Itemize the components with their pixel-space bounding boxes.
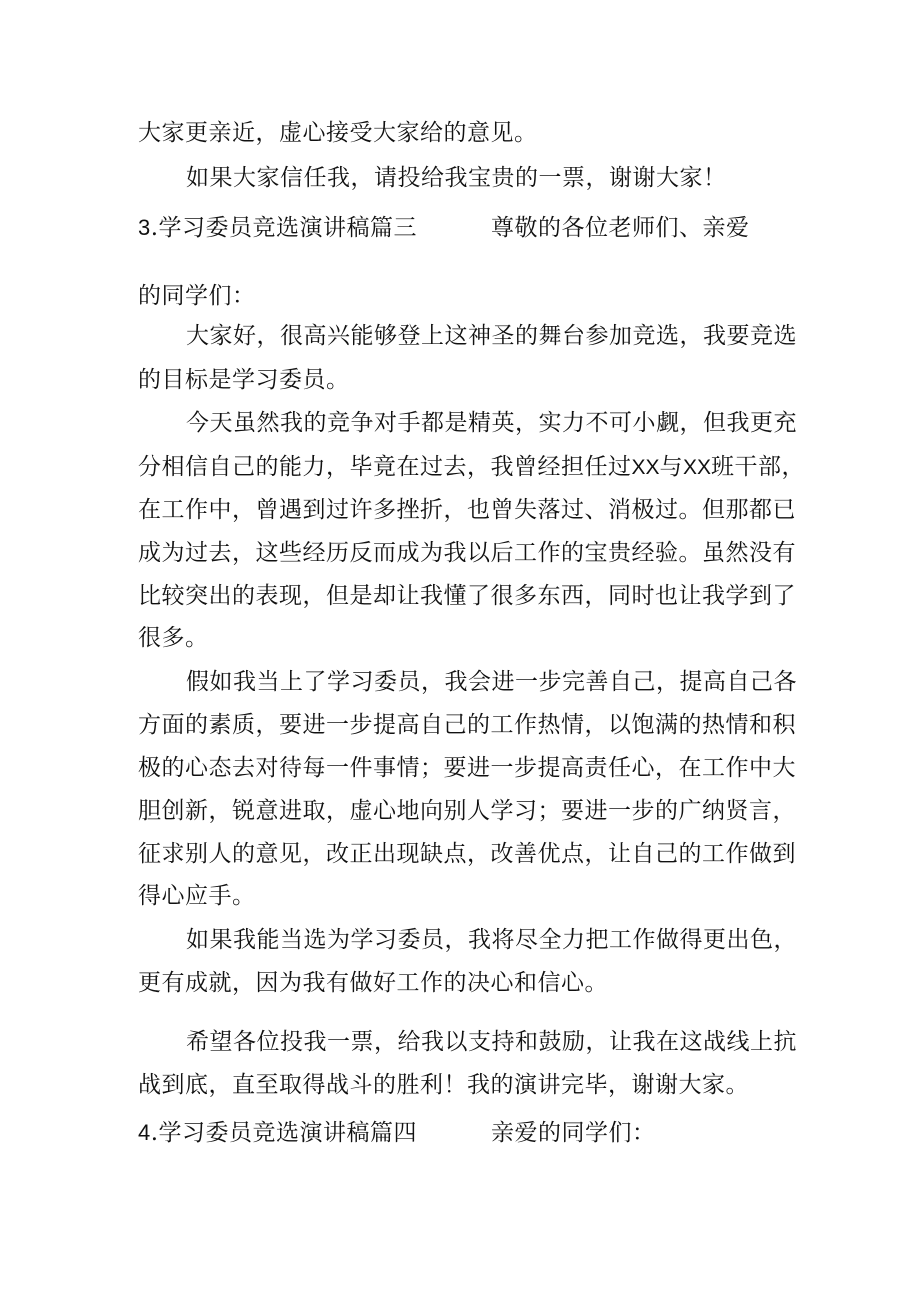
paragraph-line: 如果大家信任我，请投给我宝贵的一票，谢谢大家！: [186, 165, 727, 191]
paragraph-line: 在工作中，曾遇到过许多挫折，也曾失落过、消极过。但那都已: [138, 497, 796, 523]
paragraph-line: 如果我能当选为学习委员，我将尽全力把工作做得更出色，: [186, 927, 797, 953]
latin-run: XX: [631, 456, 660, 479]
paragraph-line: 成为过去，这些经历反而成为我以后工作的宝贵经验。虽然没有: [138, 540, 796, 566]
paragraph-line: 的目标是学习委员。: [138, 367, 350, 393]
section-heading-4: [138, 1118, 656, 1148]
paragraph-line: 更有成就，因为我有做好工作的决心和信心。: [138, 970, 608, 996]
heading-tail: 亲爱的同学们：: [491, 1120, 656, 1146]
paragraph-line: 比较突出的表现，但是却让我懂了很多东西，同时也让我学到了: [138, 583, 796, 609]
paragraph-line: 方面的素质，要进一步提高自己的工作热情，以饱满的热情和积: [138, 712, 796, 738]
paragraph-line: 的同学们：: [138, 283, 256, 309]
heading-title: .学习委员竞选演讲稿篇四: [150, 1120, 418, 1146]
paragraph-line: 战到底，直至取得战斗的胜利！我的演讲完毕，谢谢大家。: [138, 1072, 749, 1098]
heading-title: .学习委员竞选演讲稿篇三: [150, 215, 418, 241]
latin-run: XX: [683, 456, 712, 479]
heading-tail: 尊敬的各位老师们、亲爱: [491, 215, 750, 241]
paragraph-line: 很多。: [138, 625, 209, 651]
paragraph-line: 征求别人的意见，改正出现缺点，改善优点，让自己的工作做到: [138, 841, 796, 867]
heading-number: 4: [138, 1120, 151, 1145]
paragraph-line: 胆创新，锐意进取，虚心地向别人学习；要进一步的广纳贤言，: [138, 798, 796, 824]
paragraph-line: 大家更亲近，虚心接受大家给的意见。: [138, 120, 538, 146]
paragraph-line: 大家好，很高兴能够登上这神圣的舞台参加竞选，我要竞选: [186, 323, 797, 349]
paragraph-line: 今天虽然我的竞争对手都是精英，实力不可小觑，但我更充: [186, 410, 797, 436]
paragraph-line: 极的心态去对待每一件事情；要进一步提高责任心，在工作中大: [138, 755, 796, 781]
paragraph-line: 分相信自己的能力，毕竟在过去，我曾经担任过XX与XX班干部，: [138, 454, 806, 480]
heading-number: 3: [138, 215, 151, 240]
section-heading-3: [138, 213, 750, 243]
paragraph-line: 希望各位投我一票，给我以支持和鼓励，让我在这战线上抗: [186, 1029, 797, 1055]
paragraph-line: 假如我当上了学习委员，我会进一步完善自己，提高自己各: [186, 669, 797, 695]
paragraph-line: 得心应手。: [138, 883, 256, 909]
